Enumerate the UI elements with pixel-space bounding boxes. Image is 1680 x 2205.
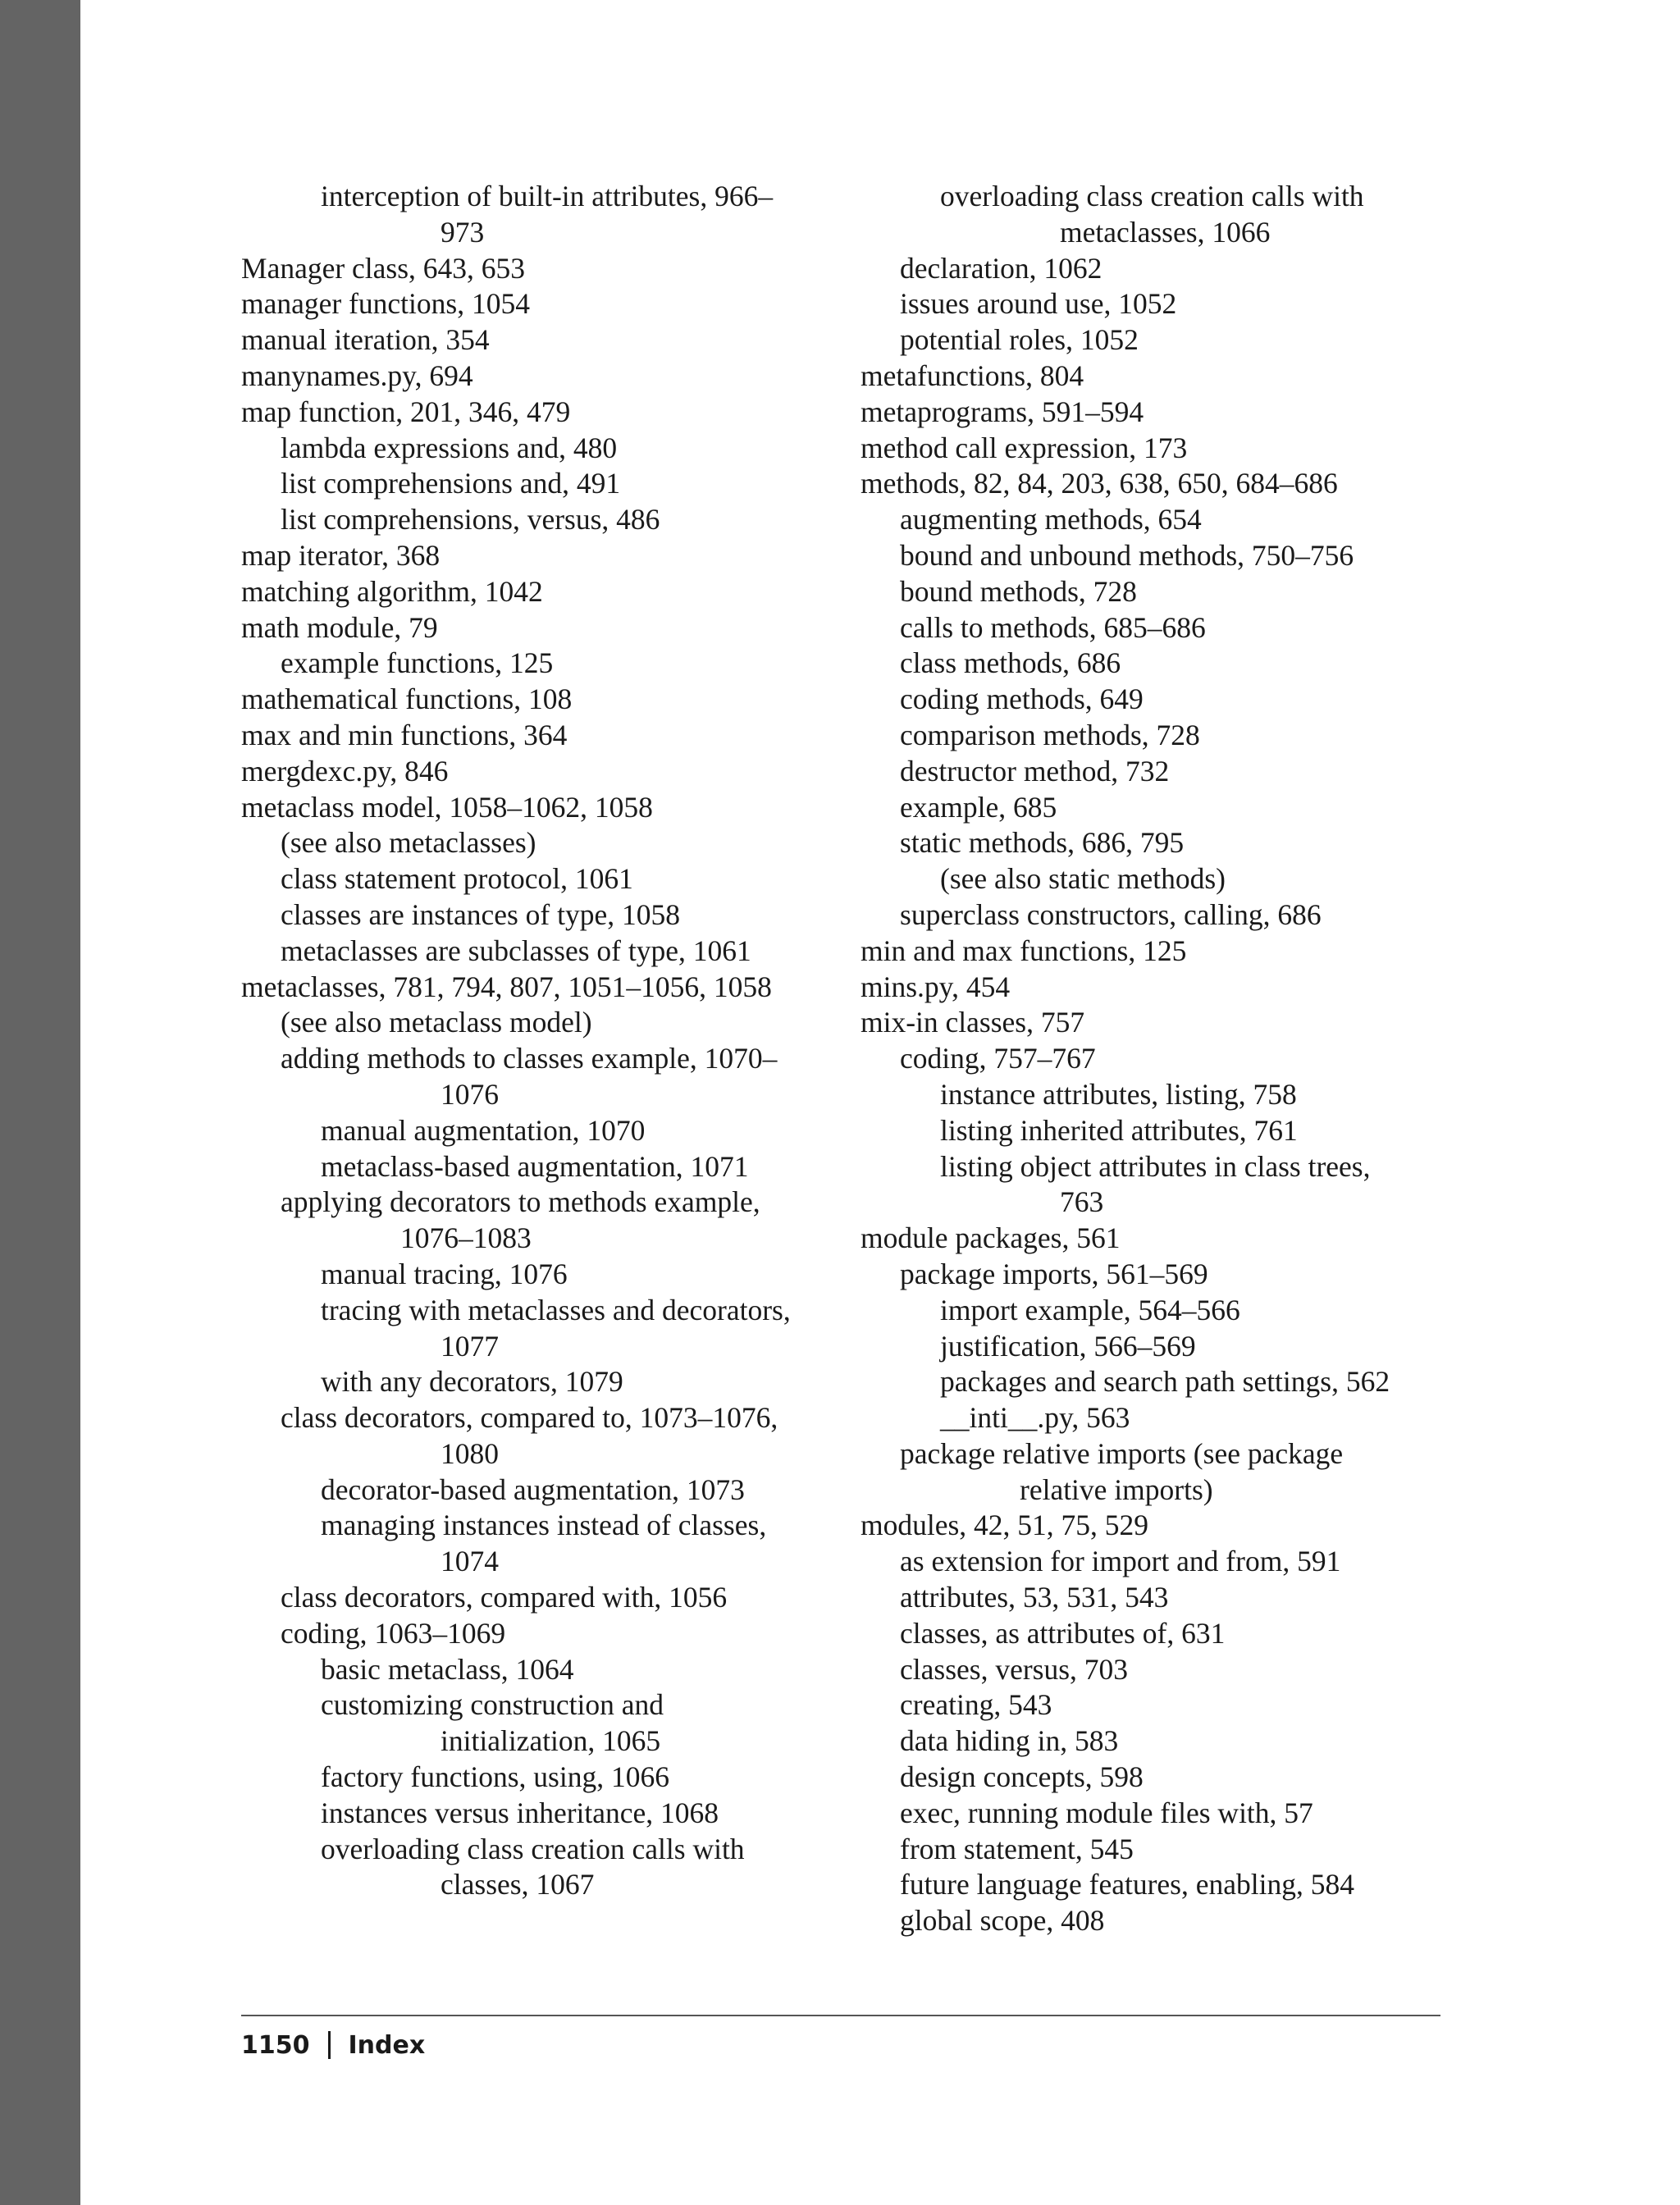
index-entry: map iterator, 368: [241, 538, 441, 572]
index-entry: overloading class creation calls with: [940, 180, 1364, 212]
page-number: 1150: [241, 2030, 310, 2060]
index-entry: max and min functions, 364: [241, 718, 568, 751]
index-entry: superclass constructors, calling, 686: [900, 897, 1322, 931]
index-entry: data hiding in, 583: [900, 1724, 1119, 1758]
index-entry-continuation: 1076: [441, 1077, 499, 1111]
index-entry: instances versus inheritance, 1068: [321, 1796, 719, 1829]
index-entry: global scope, 408: [900, 1904, 1105, 1938]
index-entry-continuation: 1076–1083: [400, 1221, 532, 1255]
index-entry: future language features, enabling, 584: [900, 1868, 1354, 1901]
index-entry: overloading class creation calls with: [321, 1832, 745, 1865]
index-entry: method call expression, 173: [861, 431, 1188, 464]
index-entry: metaclass-based augmentation, 1071: [321, 1149, 749, 1183]
index-column-left: [241, 179, 914, 1903]
page-edge-bar: [0, 0, 80, 2205]
index-entry: list comprehensions and, 491: [281, 467, 621, 500]
index-entry: comparison methods, 728: [900, 718, 1200, 751]
index-entry: packages and search path settings, 562: [940, 1365, 1390, 1399]
index-entry: as extension for import and from, 591: [900, 1545, 1341, 1578]
index-entry-continuation: 973: [441, 215, 485, 249]
index-entry: metaclass model, 1058–1062, 1058: [241, 790, 653, 824]
index-entry: bound and unbound methods, 750–756: [900, 538, 1354, 572]
index-entry: (see also metaclasses): [281, 826, 536, 860]
index-entry: metafunctions, 804: [861, 358, 1084, 392]
index-entry: destructor method, 732: [900, 754, 1170, 788]
footer-separator: [328, 2031, 331, 2059]
index-entry: lambda expressions and, 480: [281, 431, 618, 464]
index-entry: (see also static methods): [940, 862, 1226, 896]
index-column-right: [861, 179, 1533, 1939]
index-entry-continuation: metaclasses, 1066: [1060, 215, 1271, 249]
index-entry: metaclasses, 781, 794, 807, 1051–1056, 1058: [241, 970, 772, 1003]
footer-rule: [241, 2015, 1440, 2016]
index-entry: manual iteration, 354: [241, 323, 490, 357]
index-entry: declaration, 1062: [900, 251, 1102, 285]
index-entry: manual tracing, 1076: [321, 1257, 568, 1290]
page-footer: [241, 2026, 425, 2064]
index-entry: with any decorators, 1079: [321, 1365, 623, 1399]
index-entry: augmenting methods, 654: [900, 503, 1202, 536]
section-title: Index: [348, 2030, 426, 2060]
index-entry: design concepts, 598: [900, 1760, 1144, 1794]
index-entry: from statement, 545: [900, 1832, 1134, 1865]
index-entry: potential roles, 1052: [900, 323, 1139, 357]
index-entry: manynames.py, 694: [241, 358, 473, 392]
index-entry: basic metaclass, 1064: [321, 1652, 574, 1686]
index-entry: instance attributes, listing, 758: [940, 1077, 1297, 1111]
index-entry: issues around use, 1052: [900, 287, 1177, 321]
index-entry: customizing construction and: [321, 1688, 664, 1722]
index-entry: min and max functions, 125: [861, 934, 1187, 967]
index-entry-continuation: relative imports): [1020, 1472, 1213, 1506]
index-entry: modules, 42, 51, 75, 529: [861, 1509, 1149, 1542]
index-entry: methods, 82, 84, 203, 638, 650, 684–686: [861, 467, 1338, 500]
index-entry-continuation: 1074: [441, 1545, 499, 1578]
index-entry: classes are instances of type, 1058: [281, 897, 680, 931]
index-entry: bound methods, 728: [900, 574, 1137, 608]
index-entry: calls to methods, 685–686: [900, 610, 1206, 644]
index-entry: matching algorithm, 1042: [241, 574, 543, 608]
index-entry: class decorators, compared with, 1056: [281, 1581, 728, 1614]
index-entry: list comprehensions, versus, 486: [281, 503, 660, 536]
index-entry-continuation: initialization, 1065: [441, 1724, 661, 1758]
index-entry: mix-in classes, 757: [861, 1006, 1085, 1039]
index-entry: map function, 201, 346, 479: [241, 395, 571, 428]
index-entry-continuation: 1080: [441, 1436, 499, 1470]
index-entry: class decorators, compared to, 1073–1076,: [281, 1401, 778, 1435]
index-entry-continuation: classes, 1067: [441, 1868, 595, 1901]
index-entry: tracing with metaclasses and decorators,: [321, 1293, 791, 1326]
index-entry: classes, as attributes of, 631: [900, 1616, 1226, 1650]
index-entry: Manager class, 643, 653: [241, 251, 526, 285]
index-entry: manager functions, 1054: [241, 287, 530, 321]
index-entry: managing instances instead of classes,: [321, 1509, 767, 1542]
index-entry: math module, 79: [241, 610, 438, 644]
index-entry: metaclasses are subclasses of type, 1061: [281, 934, 751, 967]
index-entry: package imports, 561–569: [900, 1257, 1208, 1290]
index-entry: interception of built-in attributes, 966–: [321, 180, 774, 212]
index-entry: metaprograms, 591–594: [861, 395, 1144, 428]
index-entry: justification, 566–569: [940, 1329, 1196, 1363]
index-entry: import example, 564–566: [940, 1293, 1240, 1326]
index-entry: creating, 543: [900, 1688, 1052, 1722]
index-entry: listing object attributes in class trees,: [940, 1149, 1371, 1183]
index-entry: mergdexc.py, 846: [241, 754, 449, 788]
index-entry: adding methods to classes example, 1070–: [281, 1042, 778, 1075]
index-entry-continuation: 1077: [441, 1329, 499, 1363]
index-entry: module packages, 561: [861, 1221, 1121, 1255]
index-entry: __inti__.py, 563: [940, 1401, 1130, 1435]
index-entry: applying decorators to methods example,: [281, 1185, 760, 1219]
index-entry: class statement protocol, 1061: [281, 862, 633, 896]
index-entry: (see also metaclass model): [281, 1006, 592, 1039]
index-entry: coding, 1063–1069: [281, 1616, 506, 1650]
index-entry: package relative imports (see package: [900, 1436, 1344, 1470]
index-entry: decorator-based augmentation, 1073: [321, 1472, 745, 1506]
index-entry: coding, 757–767: [900, 1042, 1096, 1075]
index-entry: class methods, 686: [900, 646, 1121, 680]
index-entry: attributes, 53, 531, 543: [900, 1581, 1169, 1614]
index-entry: manual augmentation, 1070: [321, 1113, 646, 1147]
index-entry: mins.py, 454: [861, 970, 1011, 1003]
index-entry-continuation: 763: [1060, 1185, 1104, 1219]
index-entry: coding methods, 649: [900, 682, 1144, 716]
index-entry: static methods, 686, 795: [900, 826, 1185, 860]
index-entry: exec, running module files with, 57: [900, 1796, 1313, 1829]
index-entry: example functions, 125: [281, 646, 554, 680]
index-entry: example, 685: [900, 790, 1057, 824]
index-entry: mathematical functions, 108: [241, 682, 573, 716]
index-entry: classes, versus, 703: [900, 1652, 1129, 1686]
index-entry: listing inherited attributes, 761: [940, 1113, 1298, 1147]
index-entry: factory functions, using, 1066: [321, 1760, 669, 1794]
